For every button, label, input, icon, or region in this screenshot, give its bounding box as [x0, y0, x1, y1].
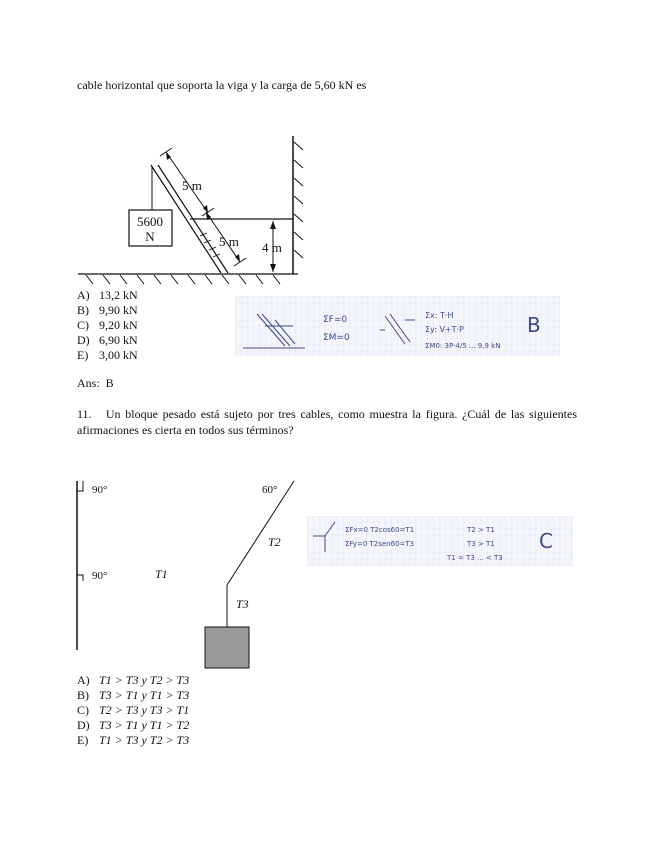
- label-t3: T3: [236, 597, 249, 611]
- q10-option-e: E) 3,00 kN: [77, 348, 138, 362]
- q10-option-c: C) 9,20 kN: [77, 318, 138, 332]
- q11-option-b: B) T3 > T1 y T1 > T3: [77, 688, 190, 702]
- angle-top-left: 90°: [92, 484, 108, 496]
- label-t2: T2: [268, 535, 281, 549]
- svg-text:ΣFx=0 T2cos60=T1: ΣFx=0 T2cos60=T1: [345, 526, 415, 534]
- svg-text:ΣF=0: ΣF=0: [323, 315, 348, 325]
- intro-line: cable horizontal que soporta la viga y la carga de 5,60 kN es: [77, 78, 367, 92]
- dim-upper-label: 5 m: [182, 178, 202, 193]
- q10-option-a: A) 13,2 kN: [77, 288, 138, 302]
- q11-text: 11. Un bloque pesado está sujeto por tres cables, como muestra la figura. ¿Cuál de las siguientes afirmaciones es cierta en todos sus términos?: [77, 407, 578, 437]
- svg-text:T2 > T1: T2 > T1: [467, 526, 495, 534]
- q11-option-e: E) T1 > T3 y T2 > T3: [77, 733, 190, 747]
- angle-top-right: 60°: [262, 484, 278, 496]
- q11-option-c: C) T2 > T3 y T3 > T1: [77, 703, 190, 717]
- dim-vertical-label: 4 m: [262, 240, 282, 255]
- right-angle-top: [77, 481, 83, 491]
- svg-text:ΣM0: 3P·4/5 ... 9,9 kN: ΣM0: 3P·4/5 ... 9,9 kN: [425, 342, 501, 350]
- angle-mid-left: 90°: [92, 570, 108, 582]
- q10-answer: Ans: B: [77, 376, 114, 390]
- q10-option-b: B) 9,90 kN: [77, 303, 138, 317]
- q11-option-d: D) T3 > T1 y T1 > T2: [77, 718, 190, 732]
- q11-options: [77, 673, 189, 748]
- handwritten-note-2: [307, 516, 573, 566]
- block-label-1: 5600: [137, 214, 163, 229]
- note1-answer: B: [527, 313, 541, 337]
- svg-text:ΣFy=0 T2sen60=T3: ΣFy=0 T2sen60=T3: [345, 540, 415, 548]
- block-label-2: N: [145, 229, 155, 244]
- svg-text:Σy: V+T·P: Σy: V+T·P: [425, 325, 464, 334]
- dim-lower-label: 5 m: [219, 234, 239, 249]
- svg-text:ΣM=0: ΣM=0: [323, 333, 350, 343]
- q11-option-a: A) T1 > T3 y T2 > T3: [77, 673, 190, 687]
- svg-text:T1 = T3 ... < T3: T1 = T3 ... < T3: [447, 554, 503, 562]
- svg-text:Σx: T·H: Σx: T·H: [425, 311, 454, 320]
- heavy-block: [205, 627, 249, 668]
- svg-text:T3 > T1: T3 > T1: [467, 540, 495, 548]
- right-angle-mid: [77, 575, 83, 581]
- label-t1: T1: [155, 567, 168, 581]
- cable-t2: [227, 481, 294, 585]
- q10-option-d: D) 6,90 kN: [77, 333, 138, 347]
- note2-answer: C: [539, 529, 553, 553]
